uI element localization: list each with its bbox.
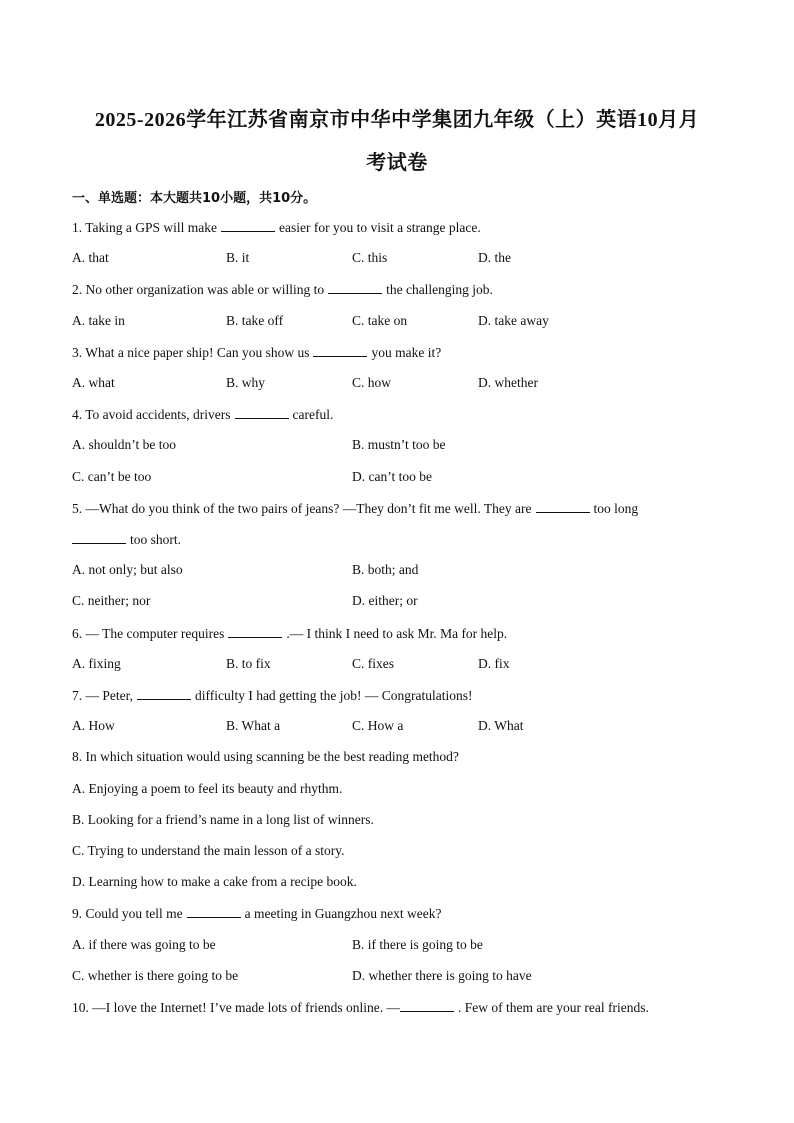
question-4-stem bbox=[72, 406, 333, 423]
stem-text: . Few of them are your real friends. bbox=[458, 1000, 649, 1015]
q7-option-d: D. What bbox=[478, 718, 524, 733]
stem-text: 7. — Peter, bbox=[72, 688, 133, 703]
q2-option-a: A. take in bbox=[72, 313, 125, 328]
q8-option-b: B. Looking for a friend’s name in a long list of winners. bbox=[72, 812, 374, 827]
stem-text: easier for you to visit a strange place. bbox=[279, 220, 481, 235]
stem-text: 9. Could you tell me bbox=[72, 906, 183, 921]
answer-blank bbox=[328, 281, 382, 294]
q9-option-a: A. if there was going to be bbox=[72, 937, 216, 952]
q4-option-c: C. can’t be too bbox=[72, 469, 152, 484]
answer-blank bbox=[400, 999, 454, 1012]
answer-blank bbox=[235, 406, 289, 419]
question-1-stem bbox=[72, 219, 481, 236]
answer-blank bbox=[536, 500, 590, 513]
stem-text: 3. What a nice paper ship! Can you show us bbox=[72, 345, 310, 360]
q3-option-d: D. whether bbox=[478, 375, 538, 390]
exam-title-line2: 考试卷 bbox=[366, 152, 428, 174]
exam-title-line1: 2025-2026学年江苏省南京市中华中学集团九年级（上）英语10月月 bbox=[94, 109, 700, 131]
stem-text: 2. No other organization was able or willing to bbox=[72, 282, 325, 297]
stem-text: 1. Taking a GPS will make bbox=[72, 220, 218, 235]
answer-blank bbox=[221, 219, 275, 232]
q8-option-c: C. Trying to understand the main lesson of a story. bbox=[72, 843, 345, 858]
q1-option-a: A. that bbox=[72, 250, 109, 265]
q5-option-d: D. either; or bbox=[352, 593, 418, 608]
q2-option-d: D. take away bbox=[478, 313, 549, 328]
q7-option-a: A. How bbox=[72, 718, 115, 733]
q9-option-d: D. whether there is going to have bbox=[352, 968, 532, 983]
q4-option-d: D. can’t too be bbox=[352, 469, 432, 484]
q3-option-a: A. what bbox=[72, 375, 115, 390]
question-3-stem bbox=[72, 344, 441, 361]
question-8-stem: 8. In which situation would using scanning be the best reading method? bbox=[72, 749, 459, 764]
stem-text: difficulty I had getting the job! — Congratulations! bbox=[194, 688, 473, 703]
stem-text: 5. —What do you think of the two pairs of jeans? —They don’t fit me well. They are bbox=[72, 501, 532, 516]
answer-blank bbox=[313, 344, 367, 357]
stem-text: too long bbox=[593, 501, 639, 516]
q7-option-c: C. How a bbox=[352, 718, 404, 733]
q2-option-b: B. take off bbox=[226, 313, 284, 328]
answer-blank bbox=[228, 625, 282, 638]
question-2-stem bbox=[72, 281, 493, 298]
q1-option-b: B. it bbox=[226, 250, 250, 265]
q6-option-c: C. fixes bbox=[352, 656, 394, 671]
stem-text: 4. To avoid accidents, drivers bbox=[72, 407, 231, 422]
answer-blank bbox=[187, 905, 241, 918]
q1-option-d: D. the bbox=[478, 250, 511, 265]
question-7-stem bbox=[72, 687, 473, 704]
stem-text: .— I think I need to ask Mr. Ma for help. bbox=[286, 626, 508, 641]
q8-option-d: D. Learning how to make a cake from a recipe book. bbox=[72, 874, 357, 889]
q6-option-d: D. fix bbox=[478, 656, 510, 671]
stem-text: careful. bbox=[292, 407, 334, 422]
q4-option-b: B. mustn’t too be bbox=[352, 437, 446, 452]
q2-option-c: C. take on bbox=[352, 313, 408, 328]
stem-text: 6. — The computer requires bbox=[72, 626, 225, 641]
question-5-stem bbox=[72, 500, 638, 517]
q9-option-c: C. whether is there going to be bbox=[72, 968, 239, 983]
stem-text: 10. —I love the Internet! I’ve made lots of friends online. — bbox=[72, 1000, 401, 1015]
stem-text: the challenging job. bbox=[386, 282, 493, 297]
q5-option-a: A. not only; but also bbox=[72, 562, 183, 577]
q1-option-c: C. this bbox=[352, 250, 388, 265]
q7-option-b: B. What a bbox=[226, 718, 281, 733]
question-6-stem bbox=[72, 625, 507, 642]
q3-option-c: C. how bbox=[352, 375, 392, 390]
q5-option-c: C. neither; nor bbox=[72, 593, 151, 608]
q3-option-b: B. why bbox=[226, 375, 266, 390]
q5-option-b: B. both; and bbox=[352, 562, 419, 577]
section-heading: 一、单选题：本大题共10小题，共10分。 bbox=[72, 191, 317, 206]
q6-option-a: A. fixing bbox=[72, 656, 121, 671]
q4-option-a: A. shouldn’t be too bbox=[72, 437, 176, 452]
question-9-stem bbox=[72, 905, 441, 922]
stem-text: you make it? bbox=[371, 345, 442, 360]
answer-blank bbox=[137, 687, 191, 700]
question-10-stem bbox=[72, 999, 649, 1016]
q6-option-b: B. to fix bbox=[226, 656, 271, 671]
question-5-stem-cont bbox=[72, 531, 181, 548]
q9-option-b: B. if there is going to be bbox=[352, 937, 483, 952]
stem-text: a meeting in Guangzhou next week? bbox=[244, 906, 442, 921]
q8-option-a: A. Enjoying a poem to feel its beauty and rhythm. bbox=[72, 781, 343, 796]
answer-blank bbox=[72, 531, 126, 544]
stem-text: too short. bbox=[130, 532, 182, 547]
